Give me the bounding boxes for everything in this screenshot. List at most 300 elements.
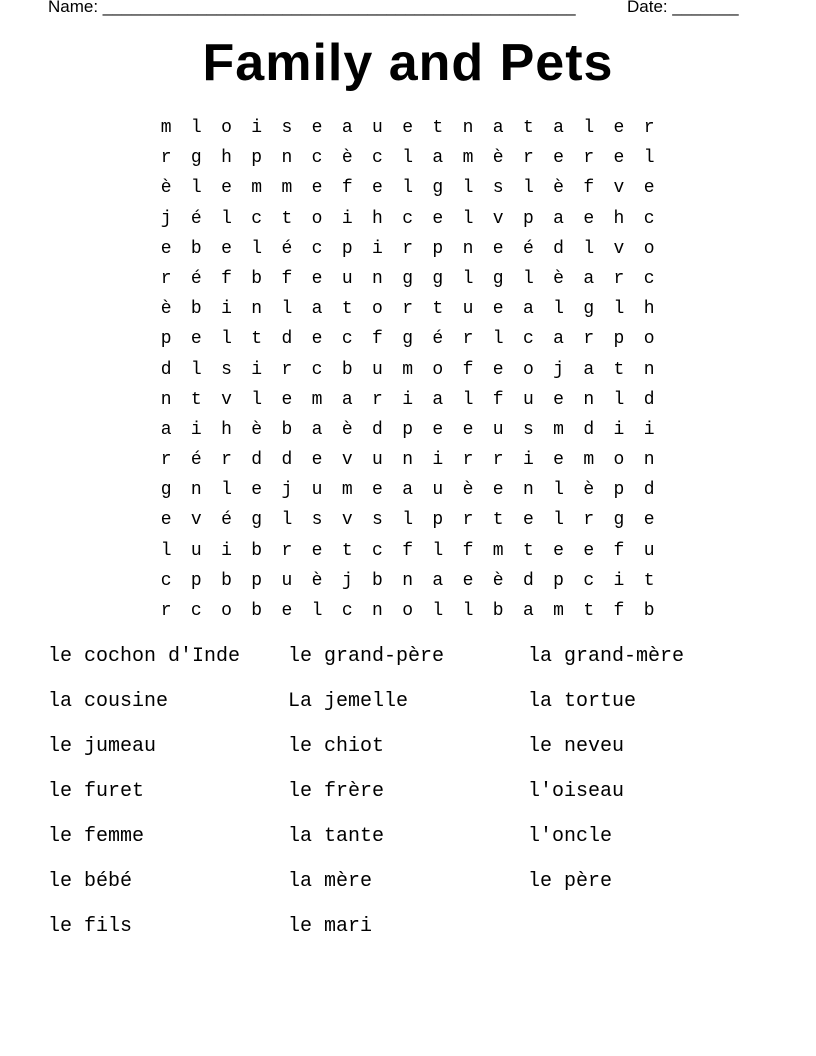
grid-letter: p	[613, 329, 625, 350]
grid-letter: p	[251, 148, 263, 169]
grid-row	[151, 415, 664, 445]
grid-letter: è	[492, 148, 504, 169]
grid-letter: o	[432, 359, 444, 380]
grid-letter: e	[372, 480, 383, 501]
grid-letter: m	[402, 359, 413, 380]
grid-letter: p	[522, 208, 534, 229]
grid-letter: u	[372, 359, 383, 380]
grid-letter: e	[372, 178, 383, 199]
grid-letter: p	[190, 570, 202, 591]
grid-letter: a	[432, 148, 444, 169]
grid-letter: è	[160, 178, 172, 199]
word-list-row	[48, 867, 768, 912]
grid-letter: t	[522, 540, 534, 561]
grid-letter: e	[311, 268, 323, 289]
word-list-item: le cochon d'Inde	[48, 645, 241, 668]
grid-letter: v	[613, 238, 625, 259]
grid-letter: e	[311, 178, 323, 199]
grid-letter: d	[583, 419, 595, 440]
grid-letter: i	[251, 118, 263, 138]
grid-letter: s	[311, 510, 323, 531]
word-list-item: le furet	[48, 780, 145, 803]
grid-letter: l	[190, 178, 202, 199]
grid-letter: g	[251, 510, 263, 531]
grid-letter: b	[492, 601, 504, 621]
grid-letter: r	[583, 148, 595, 169]
grid-letter: é	[190, 208, 202, 229]
grid-letter: m	[492, 540, 504, 561]
grid-letter: u	[190, 540, 202, 561]
grid-letter: p	[432, 510, 444, 531]
grid-letter: r	[221, 450, 232, 471]
grid-letter: è	[553, 178, 564, 199]
grid-letter: u	[432, 480, 444, 501]
grid-letter: u	[281, 570, 293, 591]
grid-letter: a	[341, 118, 353, 138]
word-list-item: La jemelle	[288, 690, 409, 713]
grid-letter: g	[160, 480, 172, 501]
grid-letter: m	[311, 389, 323, 410]
grid-row	[151, 324, 664, 354]
grid-letter: v	[613, 178, 625, 199]
grid-letter: e	[160, 238, 172, 259]
grid-letter: d	[251, 450, 263, 471]
grid-letter: a	[583, 268, 595, 289]
grid-letter: c	[643, 268, 655, 289]
grid-letter: f	[402, 540, 413, 561]
word-list	[48, 642, 768, 957]
grid-letter: r	[522, 148, 534, 169]
word-list-item: le grand-père	[288, 645, 445, 668]
grid-letter: r	[462, 329, 474, 350]
grid-letter: è	[492, 570, 504, 591]
grid-letter: f	[372, 329, 383, 350]
grid-row	[151, 566, 664, 596]
grid-letter: l	[190, 118, 202, 138]
grid-letter: i	[221, 540, 232, 561]
grid-letter: t	[643, 570, 655, 591]
grid-letter: a	[553, 118, 564, 138]
grid-row	[151, 536, 664, 566]
grid-letter: n	[281, 148, 293, 169]
grid-letter: f	[341, 178, 353, 199]
grid-letter: u	[311, 480, 323, 501]
grid-letter: u	[462, 299, 474, 320]
grid-letter: d	[281, 450, 293, 471]
grid-letter: b	[190, 238, 202, 259]
grid-letter: o	[311, 208, 323, 229]
grid-letter: u	[372, 450, 383, 471]
grid-letter: c	[311, 238, 323, 259]
grid-letter: é	[281, 238, 293, 259]
page-title: Family and Pets	[202, 34, 614, 92]
word-list-row	[48, 687, 768, 732]
grid-letter: r	[583, 329, 595, 350]
grid-letter: l	[432, 540, 444, 561]
word-list-item: le mari	[288, 915, 373, 938]
grid-letter: e	[432, 419, 444, 440]
grid-letter: f	[281, 268, 293, 289]
grid-letter: n	[402, 570, 413, 591]
grid-letter: e	[311, 540, 323, 561]
grid-letter: m	[251, 178, 263, 199]
grid-row	[151, 173, 664, 203]
grid-letter: e	[613, 148, 625, 169]
grid-letter: n	[462, 118, 474, 138]
grid-letter: è	[583, 480, 595, 501]
grid-letter: i	[643, 419, 655, 440]
grid-letter: b	[221, 570, 232, 591]
grid-letter: i	[341, 208, 353, 229]
word-list-item: l'oiseau	[528, 780, 625, 803]
grid-letter: l	[553, 480, 564, 501]
grid-letter: v	[221, 389, 232, 410]
word-list-row	[48, 642, 768, 687]
grid-letter: m	[281, 178, 293, 199]
grid-letter: e	[462, 570, 474, 591]
grid-row	[151, 113, 664, 143]
grid-row	[151, 385, 664, 415]
grid-letter: v	[492, 208, 504, 229]
word-list-item: le femme	[48, 825, 145, 848]
grid-letter: e	[190, 329, 202, 350]
grid-letter: d	[281, 329, 293, 350]
grid-letter: l	[522, 268, 534, 289]
grid-letter: n	[160, 389, 172, 410]
name-field-label: Name: __________________________________________________	[48, 0, 576, 16]
grid-letter: s	[221, 359, 232, 380]
grid-letter: l	[522, 178, 534, 199]
grid-letter: a	[402, 480, 413, 501]
word-list-item: le chiot	[288, 735, 385, 758]
grid-letter: l	[553, 510, 564, 531]
grid-letter: a	[553, 208, 564, 229]
grid-letter: d	[553, 238, 564, 259]
grid-letter: m	[553, 419, 564, 440]
grid-letter: i	[613, 419, 625, 440]
grid-letter: i	[522, 450, 534, 471]
grid-letter: i	[190, 419, 202, 440]
grid-letter: b	[372, 570, 383, 591]
word-list-row	[48, 912, 768, 957]
grid-letter: è	[311, 570, 323, 591]
grid-letter: l	[190, 359, 202, 380]
grid-letter: j	[281, 480, 293, 501]
grid-letter: i	[402, 389, 413, 410]
grid-letter: l	[613, 389, 625, 410]
grid-letter: l	[432, 601, 444, 621]
grid-letter: e	[522, 510, 534, 531]
grid-letter: e	[643, 178, 655, 199]
grid-letter: a	[522, 299, 534, 320]
grid-letter: l	[221, 329, 232, 350]
grid-letter: e	[492, 359, 504, 380]
grid-letter: m	[583, 450, 595, 471]
grid-letter: j	[341, 570, 353, 591]
grid-letter: e	[553, 450, 564, 471]
grid-letter: d	[643, 480, 655, 501]
grid-letter: e	[311, 450, 323, 471]
grid-letter: d	[522, 570, 534, 591]
grid-letter: t	[281, 208, 293, 229]
grid-letter: g	[492, 268, 504, 289]
grid-letter: r	[372, 389, 383, 410]
word-list-item: l'oncle	[528, 825, 613, 848]
grid-letter: r	[160, 148, 172, 169]
grid-letter: e	[492, 480, 504, 501]
grid-letter: é	[190, 450, 202, 471]
grid-letter: a	[160, 419, 172, 440]
grid-letter: e	[553, 540, 564, 561]
grid-letter: j	[160, 208, 172, 229]
grid-letter: s	[492, 178, 504, 199]
grid-letter: a	[432, 389, 444, 410]
grid-letter: c	[643, 208, 655, 229]
grid-letter: è	[341, 419, 353, 440]
grid-letter: l	[462, 178, 474, 199]
grid-letter: o	[643, 329, 655, 350]
grid-letter: n	[583, 389, 595, 410]
grid-letter: g	[583, 299, 595, 320]
grid-letter: t	[432, 299, 444, 320]
grid-letter: n	[402, 450, 413, 471]
grid-letter: p	[553, 570, 564, 591]
grid-letter: g	[432, 178, 444, 199]
grid-letter: l	[613, 299, 625, 320]
grid-letter: v	[341, 450, 353, 471]
grid-letter: é	[522, 238, 534, 259]
grid-letter: c	[372, 540, 383, 561]
grid-letter: l	[402, 510, 413, 531]
grid-letter: l	[583, 118, 595, 138]
grid-letter: è	[341, 148, 353, 169]
grid-row	[151, 264, 664, 294]
grid-letter: r	[462, 450, 474, 471]
grid-letter: b	[643, 601, 655, 621]
grid-letter: e	[492, 238, 504, 259]
grid-letter: r	[583, 510, 595, 531]
grid-letter: c	[311, 148, 323, 169]
grid-letter: l	[402, 178, 413, 199]
grid-letter: t	[432, 118, 444, 138]
grid-letter: f	[492, 389, 504, 410]
grid-letter: t	[251, 329, 263, 350]
grid-letter: c	[402, 208, 413, 229]
grid-letter: è	[160, 299, 172, 320]
grid-row	[151, 596, 664, 626]
grid-letter: é	[432, 329, 444, 350]
grid-letter: g	[402, 329, 413, 350]
grid-letter: m	[160, 118, 172, 138]
word-list-item: la tante	[288, 825, 385, 848]
grid-letter: r	[281, 540, 293, 561]
word-list-item: le neveu	[528, 735, 625, 758]
grid-letter: r	[613, 268, 625, 289]
word-list-item: le bébé	[48, 870, 133, 893]
grid-letter: c	[583, 570, 595, 591]
grid-letter: p	[402, 419, 413, 440]
word-list-row	[48, 822, 768, 867]
grid-letter: i	[251, 359, 263, 380]
grid-letter: l	[462, 389, 474, 410]
grid-letter: g	[402, 268, 413, 289]
grid-letter: s	[372, 510, 383, 531]
grid-letter: n	[462, 238, 474, 259]
grid-letter: u	[372, 118, 383, 138]
grid-letter: e	[221, 238, 232, 259]
grid-letter: e	[462, 419, 474, 440]
grid-letter: p	[432, 238, 444, 259]
grid-letter: r	[492, 450, 504, 471]
word-list-row	[48, 732, 768, 777]
grid-letter: n	[372, 268, 383, 289]
grid-letter: f	[613, 540, 625, 561]
grid-letter: r	[462, 510, 474, 531]
grid-letter: l	[281, 510, 293, 531]
grid-letter: m	[462, 148, 474, 169]
grid-letter: a	[311, 419, 323, 440]
grid-letter: u	[643, 540, 655, 561]
grid-letter: e	[281, 601, 293, 621]
grid-letter: a	[522, 601, 534, 621]
grid-letter: r	[160, 450, 172, 471]
word-list-item: le père	[528, 870, 613, 893]
grid-letter: è	[251, 419, 263, 440]
grid-letter: a	[432, 570, 444, 591]
grid-row	[151, 204, 664, 234]
grid-letter: r	[402, 238, 413, 259]
grid-letter: i	[221, 299, 232, 320]
grid-letter: p	[160, 329, 172, 350]
grid-letter: c	[311, 359, 323, 380]
grid-letter: e	[251, 480, 263, 501]
grid-letter: o	[221, 118, 232, 138]
grid-letter: l	[583, 238, 595, 259]
grid-letter: a	[341, 389, 353, 410]
grid-letter: j	[553, 359, 564, 380]
word-search-grid	[151, 113, 664, 626]
grid-letter: e	[613, 118, 625, 138]
grid-letter: l	[553, 299, 564, 320]
grid-letter: f	[583, 178, 595, 199]
grid-letter: p	[613, 480, 625, 501]
grid-letter: m	[553, 601, 564, 621]
grid-letter: l	[643, 148, 655, 169]
grid-row	[151, 355, 664, 385]
grid-letter: e	[583, 208, 595, 229]
grid-letter: f	[462, 540, 474, 561]
grid-letter: i	[372, 238, 383, 259]
grid-letter: r	[160, 268, 172, 289]
grid-letter: e	[643, 510, 655, 531]
grid-letter: n	[190, 480, 202, 501]
grid-letter: f	[221, 268, 232, 289]
grid-letter: n	[522, 480, 534, 501]
grid-letter: è	[553, 268, 564, 289]
grid-row	[151, 445, 664, 475]
grid-letter: b	[251, 540, 263, 561]
grid-letter: r	[160, 601, 172, 621]
grid-letter: t	[190, 389, 202, 410]
grid-letter: o	[402, 601, 413, 621]
grid-letter: d	[643, 389, 655, 410]
grid-letter: t	[341, 299, 353, 320]
grid-letter: h	[643, 299, 655, 320]
grid-letter: e	[281, 389, 293, 410]
grid-letter: è	[462, 480, 474, 501]
grid-letter: c	[522, 329, 534, 350]
grid-letter: c	[372, 148, 383, 169]
grid-letter: i	[432, 450, 444, 471]
grid-letter: c	[251, 208, 263, 229]
word-list-item: le frère	[288, 780, 385, 803]
grid-letter: h	[221, 148, 232, 169]
word-list-item: la mère	[288, 870, 373, 893]
grid-letter: f	[613, 601, 625, 621]
grid-letter: l	[462, 268, 474, 289]
grid-letter: t	[492, 510, 504, 531]
word-list-row	[48, 777, 768, 822]
grid-letter: u	[341, 268, 353, 289]
grid-letter: l	[160, 540, 172, 561]
grid-letter: r	[281, 359, 293, 380]
grid-letter: t	[522, 118, 534, 138]
grid-letter: e	[311, 329, 323, 350]
grid-letter: p	[341, 238, 353, 259]
grid-letter: n	[643, 450, 655, 471]
word-list-item: le fils	[48, 915, 133, 938]
grid-letter: n	[643, 359, 655, 380]
grid-letter: t	[613, 359, 625, 380]
grid-letter: r	[402, 299, 413, 320]
grid-letter: n	[251, 299, 263, 320]
grid-letter: d	[160, 359, 172, 380]
grid-letter: n	[372, 601, 383, 621]
grid-letter: o	[522, 359, 534, 380]
grid-letter: l	[492, 329, 504, 350]
grid-letter: b	[281, 419, 293, 440]
grid-letter: b	[341, 359, 353, 380]
grid-row	[151, 505, 664, 535]
grid-letter: e	[583, 540, 595, 561]
grid-row	[151, 294, 664, 324]
grid-letter: u	[492, 419, 504, 440]
grid-row	[151, 234, 664, 264]
word-list-item: la cousine	[48, 690, 169, 713]
grid-letter: f	[462, 359, 474, 380]
grid-letter: c	[341, 601, 353, 621]
grid-letter: c	[190, 601, 202, 621]
word-list-item: la tortue	[528, 690, 637, 713]
grid-letter: a	[492, 118, 504, 138]
grid-letter: c	[160, 570, 172, 591]
grid-letter: t	[583, 601, 595, 621]
grid-letter: a	[311, 299, 323, 320]
grid-letter: e	[221, 178, 232, 199]
grid-letter: d	[372, 419, 383, 440]
grid-letter: l	[462, 601, 474, 621]
word-list-item: la grand-mère	[528, 645, 685, 668]
grid-letter: l	[281, 299, 293, 320]
grid-letter: e	[553, 148, 564, 169]
grid-letter: l	[251, 389, 263, 410]
grid-letter: b	[251, 268, 263, 289]
grid-row	[151, 475, 664, 505]
grid-letter: i	[613, 570, 625, 591]
grid-letter: b	[251, 601, 263, 621]
grid-letter: t	[341, 540, 353, 561]
grid-letter: o	[613, 450, 625, 471]
